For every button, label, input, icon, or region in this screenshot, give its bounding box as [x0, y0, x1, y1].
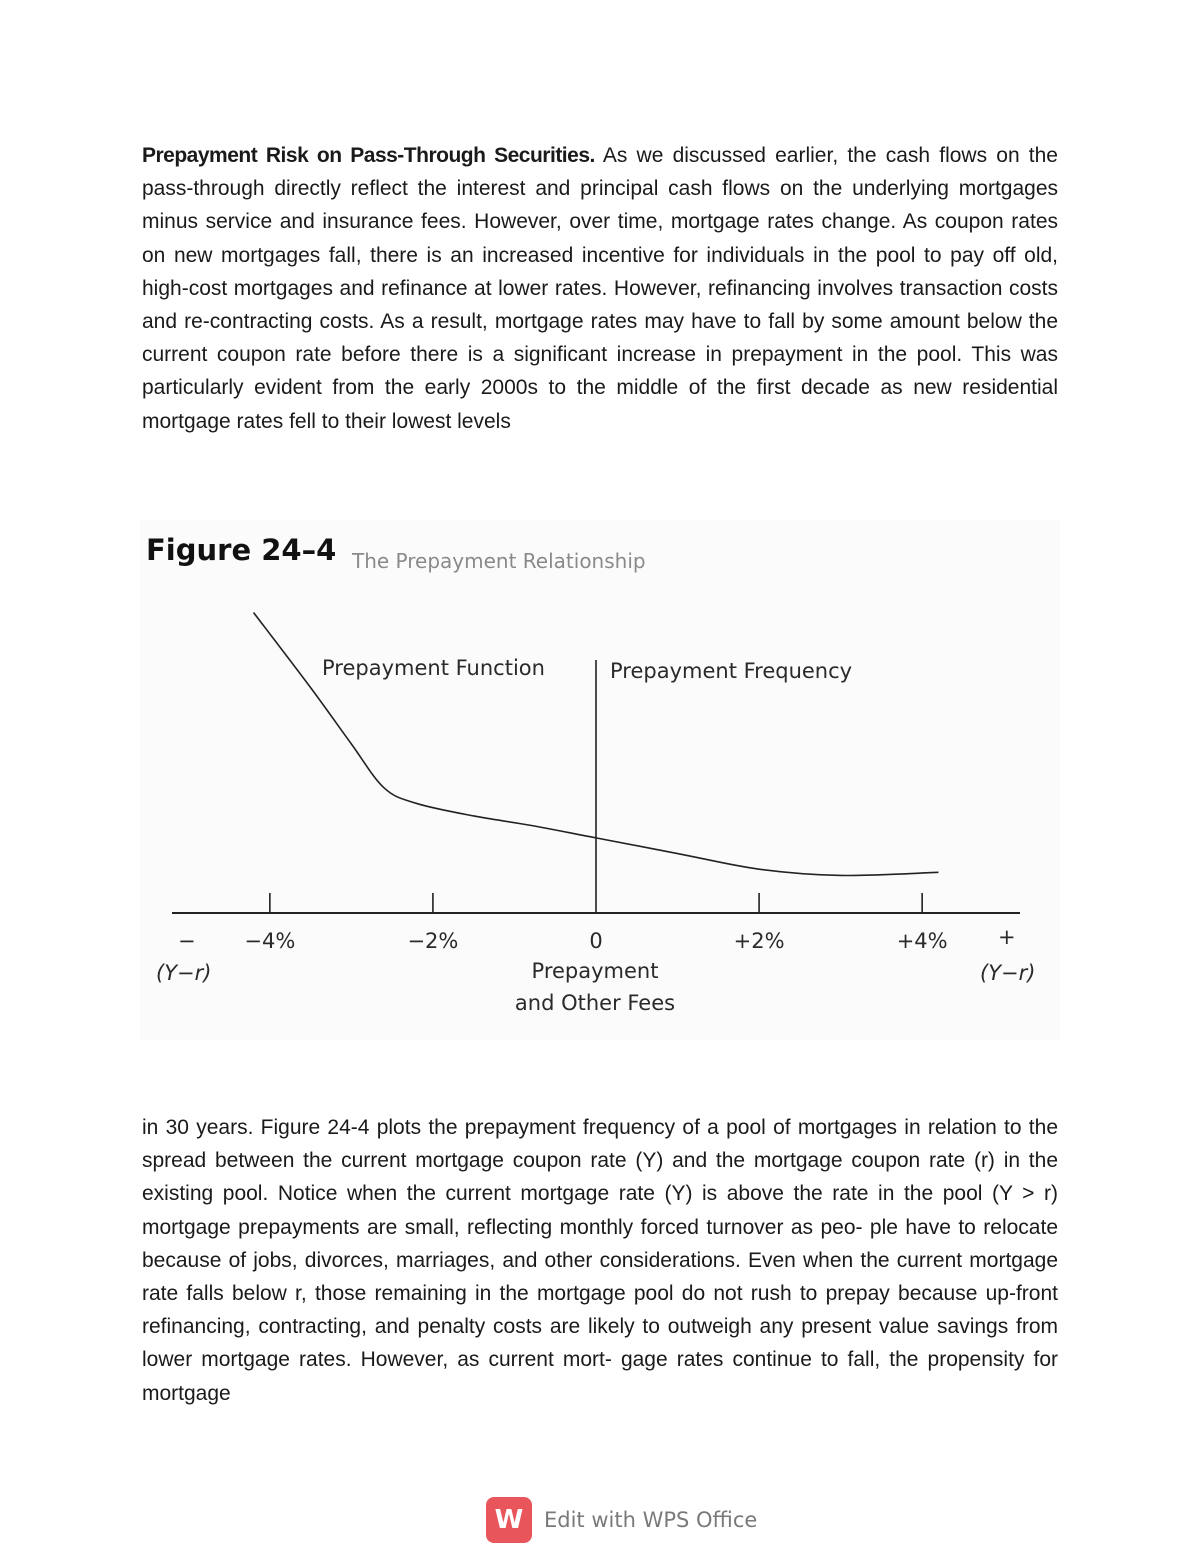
prepayment-function-label: Prepayment Function — [322, 656, 545, 680]
paragraph-2 — [142, 1111, 1058, 1410]
paragraph-2-text: in 30 years. Figure 24-4 plots the prepayment frequency of a pool of mortgages in relation to the spread between the current mortgage coupon rate (Y) and the mortgage coupon rate (r) in the existing pool. Notice when the current mortgage rate (Y) is above the rate in the pool (Y > r) mortgage prepayments are small, reflecting monthly forced turnover as peo- ple have to relocate because of jobs, divorces, marriages, and other considerations. Even when the current mortgage rate falls below r, those remaining in the mortgage pool do not rush to prepay because up-front refinancing, contracting, and penalty costs are likely to outweigh any present value savings from lower mortgage rates. However, as current mort- gage rates continue to fall, the propensity for mortgage — [142, 1116, 1058, 1405]
x-tick-label: +4% — [896, 929, 948, 953]
x-tick-label: +2% — [733, 929, 785, 953]
figure-number: Figure 24–4 — [146, 533, 337, 567]
wps-logo-icon: W — [486, 1497, 532, 1543]
prepayment-frequency-label: Prepayment Frequency — [610, 659, 853, 683]
wps-watermark — [486, 1496, 757, 1544]
axis-minus-sign: − — [178, 929, 196, 953]
prepayment-chart — [140, 520, 1060, 1040]
paragraph-1-lead: Prepayment Risk on Pass-Through Securities. — [142, 144, 595, 167]
paragraph-1 — [142, 139, 1058, 438]
center-label-line1: Prepayment — [531, 959, 659, 983]
x-tick-label: 0 — [589, 929, 603, 953]
figure-subtitle: The Prepayment Relationship — [352, 549, 646, 573]
x-tick-label: −4% — [244, 929, 296, 953]
x-tick-label: −2% — [407, 929, 459, 953]
axis-left-variable: (Y−r) — [156, 961, 212, 985]
center-label-line2: and Other Fees — [514, 991, 676, 1015]
axis-right-variable: (Y−r) — [980, 961, 1036, 985]
wps-edit-text: Edit with WPS Office — [544, 1508, 758, 1532]
axis-plus-sign: + — [998, 925, 1016, 949]
figure-24-4 — [140, 520, 1060, 1040]
paragraph-1-text: As we discussed earlier, the cash flows on the pass-through directly reflect the interest and principal cash flows on the underlying mortgages minus service and insurance fees. However, over time, mortgage rates change. As coupon rates on new mortgages fall, there is an increased incentive for individuals in the pool to pay off old, high-cost mortgages and refinance at lower rates. However, refinancing involves transaction costs and re-contracting costs. As a result, mortgage rates may have to fall by some amount below the current coupon rate before there is a significant increase in prepayment in the pool. This was particularly evident from the early 2000s to the middle of the first decade as new residential mortgage rates fell to their lowest levels — [142, 144, 1058, 433]
